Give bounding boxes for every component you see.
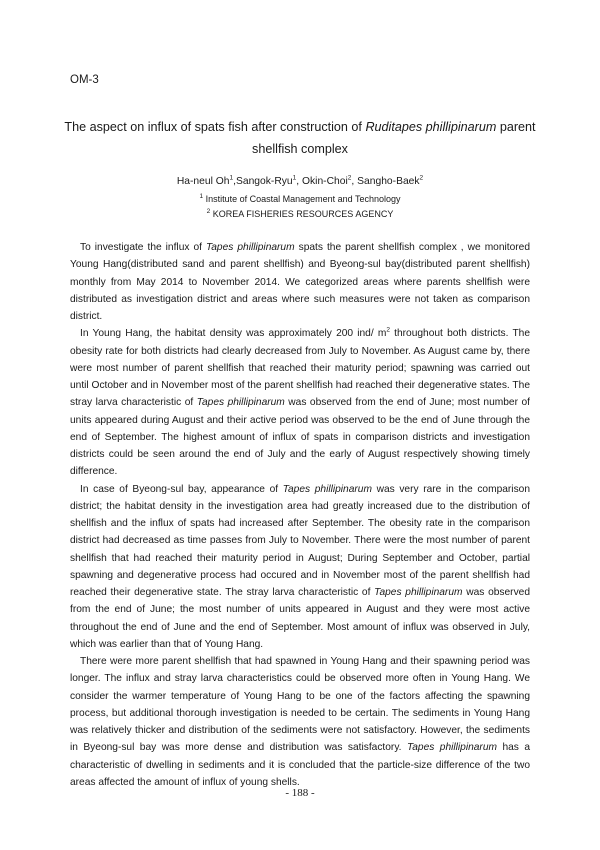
page-number: - 188 - bbox=[285, 787, 315, 799]
paragraph-text: throughout both districts. The obesity rate for both districts had clearly decreased from July to November. As August came by, there were most number of parent shellfish that reached their maturity period; spawning was carried out until October and in November most of the parent shellfish had reached their degenerative states. The stray larva characteristic of bbox=[70, 328, 530, 409]
paragraph-4 bbox=[70, 653, 530, 791]
author-separator: , bbox=[351, 176, 358, 187]
paragraph-3 bbox=[70, 481, 530, 654]
author-name: Okin-Choi bbox=[302, 176, 348, 187]
species-name: Tapes phillipinarum bbox=[406, 742, 497, 754]
paragraph-text: In case of Byeong-sul bay, appearance of bbox=[80, 483, 283, 495]
affiliation-text: Institute of Coastal Management and Technology bbox=[203, 194, 401, 204]
paper-title bbox=[60, 116, 540, 160]
title-text: The aspect on influx of spats fish after construction of bbox=[64, 120, 366, 134]
author-name: Sangok-Ryu bbox=[235, 176, 293, 187]
species-name: Tapes phillipinarum bbox=[374, 587, 463, 598]
abstract-body bbox=[70, 239, 530, 791]
paragraph-text: was observed from the end of June; the most number of units appeared in August and they were most active throughout the end of June and the end of September. Most amount of influx was observed in July, which was earlier than that of Young Hang. bbox=[70, 587, 530, 650]
affiliation-text: KOREA FISHERIES RESOURCES AGENCY bbox=[210, 209, 394, 219]
author-affiliation-mark: 1 bbox=[229, 174, 234, 182]
affiliation-mark: 2 bbox=[206, 208, 211, 215]
title-text-end: parent shellfish complex bbox=[252, 120, 536, 156]
author-list bbox=[60, 175, 540, 188]
paragraph-2 bbox=[70, 325, 530, 480]
paragraph-text: In Young Hang, the habitat density was approximately 200 ind/ m bbox=[80, 328, 387, 340]
superscript: 2 bbox=[386, 326, 390, 334]
paragraph-text: was observed from the end of June; most number of units appeared during August and their active period was observed to be the end of June through the end of September. The highest amount of influx of spats in comparison districts and investigation districts could be seen around the end of July and the early of August respectively showing timely difference. bbox=[70, 397, 530, 478]
author-name: Ha-neul Oh bbox=[176, 176, 230, 187]
author-separator: , bbox=[296, 176, 302, 187]
species-name: Tapes phillipinarum bbox=[282, 483, 372, 495]
paragraph-text: To investigate the influx of bbox=[80, 242, 206, 253]
author-affiliation-mark: 2 bbox=[347, 174, 352, 182]
author-affiliation-mark: 2 bbox=[419, 174, 424, 182]
author-name: Sangho-Baek bbox=[357, 176, 420, 187]
affiliation-1 bbox=[60, 193, 540, 205]
affiliation-mark: 1 bbox=[199, 193, 204, 200]
author-affiliation-mark: 1 bbox=[292, 174, 297, 182]
title-species: Ruditapes phillipinarum bbox=[365, 120, 497, 134]
paragraph-text: was very rare in the comparison district; the habitat density in the investigation area had greatly increased due to the distribution of shellfish and the influx of spats had increased after September. The obesity rate in the comparison district had decreased as time passes from July to November. There were the most number of parent shellfish that had reached their maturity period in August; During September and October, partial spawning and degenerative process had occured and in November most of the parent shellfish had reached their degenerative state. The stray larva characteristic of bbox=[70, 483, 530, 598]
author-separator: , bbox=[233, 176, 236, 187]
affiliation-2 bbox=[60, 208, 540, 220]
paragraph-text: There were more parent shellfish that had spawned in Young Hang and their spawning period was longer. The influx and stray larva characteristics could be observed more often in Young Hang. We consider the warmer temperature of Young Hang to be one of the factors affecting the spawning process, but additional thorough investigation is needed to be certain. The sediments in Young Hang was relatively thicker and distribution of the sediments were not satisfactory. However, the sediments in Byeong-sul bay was more dense and distribution was satisfactory. bbox=[70, 656, 530, 754]
species-name: Tapes phillipinarum bbox=[205, 242, 295, 253]
paragraph-text: spats the parent shellfish complex , we monitored Young Hang(distributed sand and parent shellfish) and Byeong-sul bay(distributed parent shellfish) monthly from May 2014 to November 2014. We categorized areas where parents shellfish were distributed as investigation district and areas where such measures were not taken as comparison district. bbox=[70, 242, 530, 322]
session-code: OM-3 bbox=[70, 74, 99, 86]
species-name: Tapes phillipinarum bbox=[196, 397, 285, 409]
paragraph-text: has a characteristic of dwelling in sediments and it is concluded that the particle-size difference of the two areas affected the amount of influx of young shells. bbox=[70, 742, 530, 788]
paragraph-1 bbox=[70, 239, 530, 325]
